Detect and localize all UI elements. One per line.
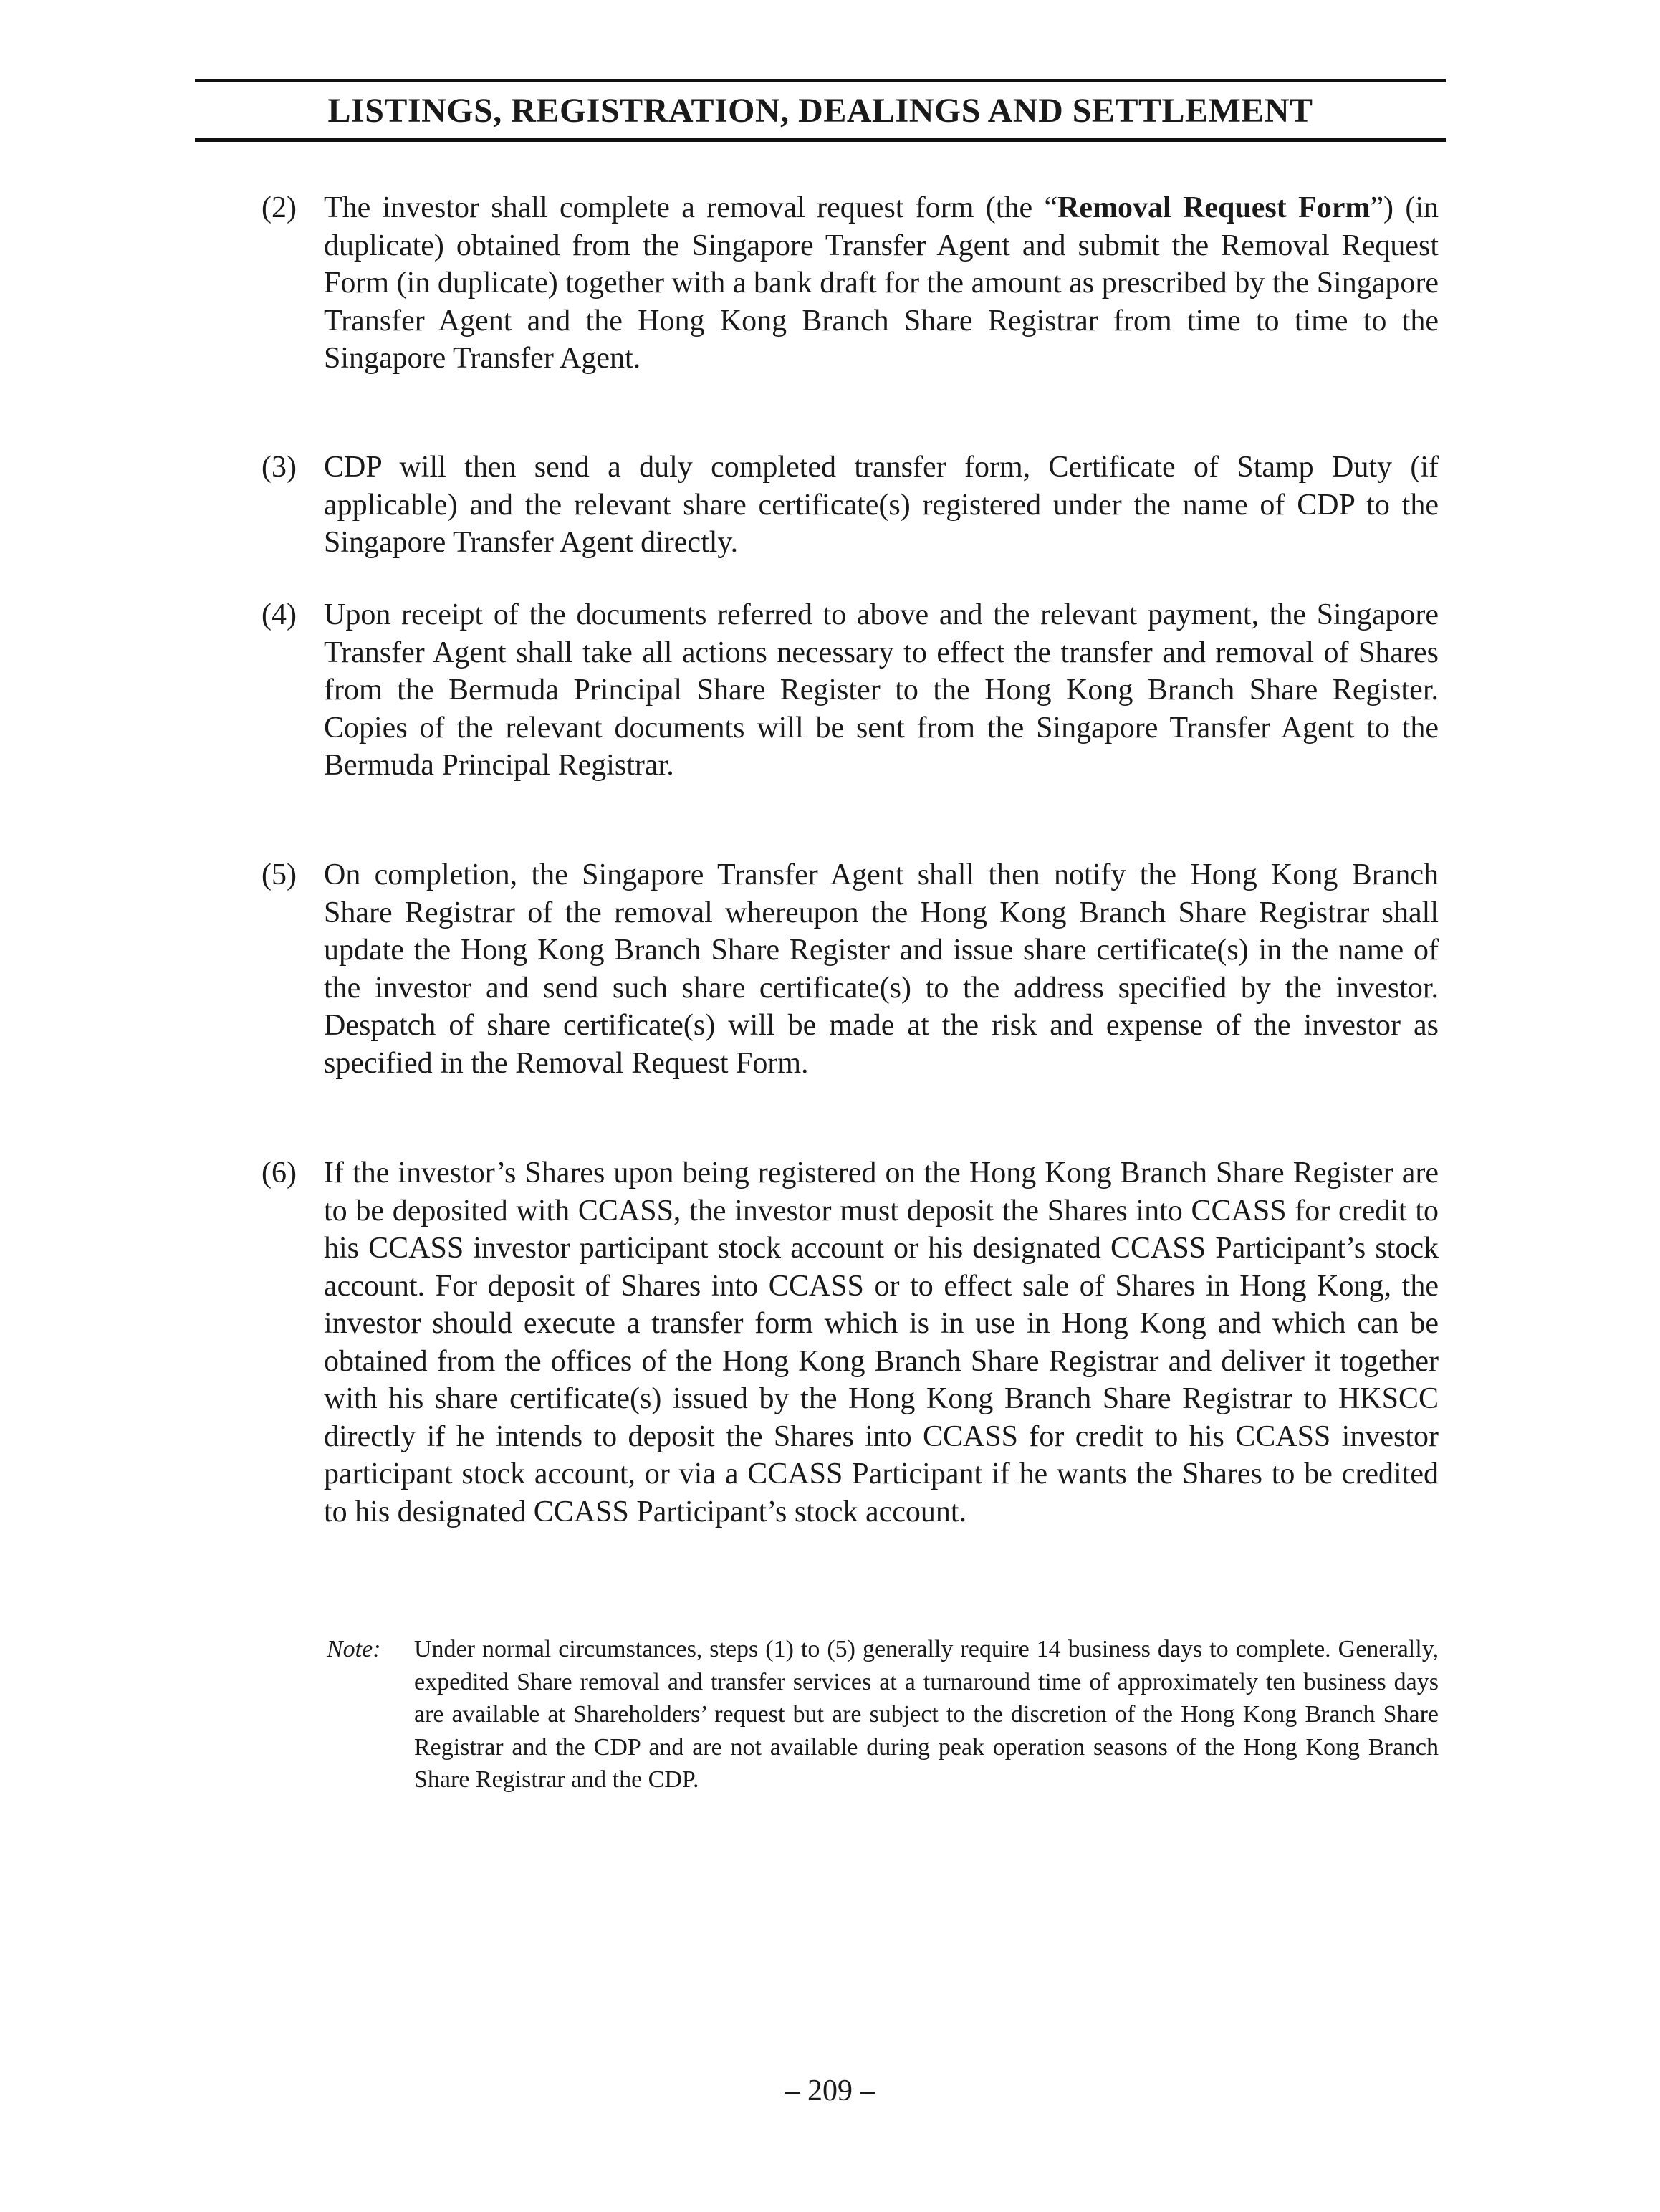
list-item-text: On completion, the Singapore Transfer Agent shall then notify the Hong Kong Branch Share Registrar of the removal whereupon the Hong Kong Branch Share Registrar shall update the Hong Kong Branch Share Register and issue share certificate(s) in the name of the investor and send such share certificate(s) to the address specified by the investor. Despatch of share certificate(s) will be made at the risk and expense of the investor as specified in the Removal Request Form. (324, 858, 1439, 1080)
list-item-number: (6) (262, 1157, 297, 1189)
list-item-2 (262, 189, 1439, 378)
list-item-number: (3) (262, 451, 297, 484)
page-number: – 209 – (785, 2074, 875, 2107)
note-text: Under normal circumstances, steps (1) to (5) generally require 14 business days to complete. Generally, expedited Share removal and transfer services at a turnaround time of approximately ten business days are available at Shareholders’ request but are subject to the discretion of the Hong Kong Branch Share Registrar and the CDP and are not available during peak operation seasons of the Hong Kong Branch Share Registrar and the CDP. (414, 1636, 1439, 1794)
list-item-text: If the investor’s Shares upon being registered on the Hong Kong Branch Share Register are to be deposited with CCASS, the investor must deposit the Shares into CCASS for credit to his CCASS investor participant stock account or his designated CCASS Participant’s stock account. For deposit of Shares into CCASS or to effect sale of Shares in Hong Kong, the investor should execute a transfer form which is in use in Hong Kong and which can be obtained from the offices of the Hong Kong Branch Share Registrar and deliver it together with his share certificate(s) issued by the Hong Kong Branch Share Registrar to HKSCC directly if he intends to deposit the Shares into CCASS for credit to his CCASS investor participant stock account, or via a CCASS Participant if he wants the Shares to be credited to his designated CCASS Participant’s stock account. (324, 1157, 1439, 1528)
list-item-5 (262, 856, 1439, 1082)
list-item-3 (262, 449, 1439, 562)
header-top-rule (195, 79, 1446, 82)
note-label: Note: (327, 1636, 381, 1662)
list-item-4 (262, 596, 1439, 785)
list-item-text-start: The investor shall complete a removal request form (the “ (324, 191, 1058, 224)
list-item-text-end: ”) (in duplicate) obtained from the Singapore Transfer Agent and submit the Removal Request Form (in duplicate) together with a bank draft for the amount as prescribed by the Singapore Transfer Agent and the Hong Kong Branch Share Registrar from time to time to the Singapore Transfer Agent. (324, 191, 1439, 375)
footnote (327, 1633, 1439, 1796)
section-header-title: LISTINGS, REGISTRATION, DEALINGS AND SETTLEMENT (327, 92, 1313, 130)
list-item-number: (2) (262, 191, 297, 224)
defined-term: Removal Request Form (1057, 191, 1371, 224)
list-item-text: CDP will then send a duly completed transfer form, Certificate of Stamp Duty (if applicable) and the relevant share certificate(s) registered under the name of CDP to the Singapore Transfer Agent directly. (324, 451, 1439, 559)
list-item-number: (5) (262, 858, 297, 891)
list-item-text: Upon receipt of the documents referred to above and the relevant payment, the Singapore Transfer Agent shall take all actions necessary to effect the transfer and removal of Shares from the Bermuda Principal Share Register to the Hong Kong Branch Share Register. Copies of the relevant documents will be sent from the Singapore Transfer Agent to the Bermuda Principal Registrar. (324, 598, 1439, 782)
list-item-number: (4) (262, 598, 297, 631)
header-bottom-rule (195, 138, 1446, 142)
list-item-6 (262, 1154, 1439, 1531)
